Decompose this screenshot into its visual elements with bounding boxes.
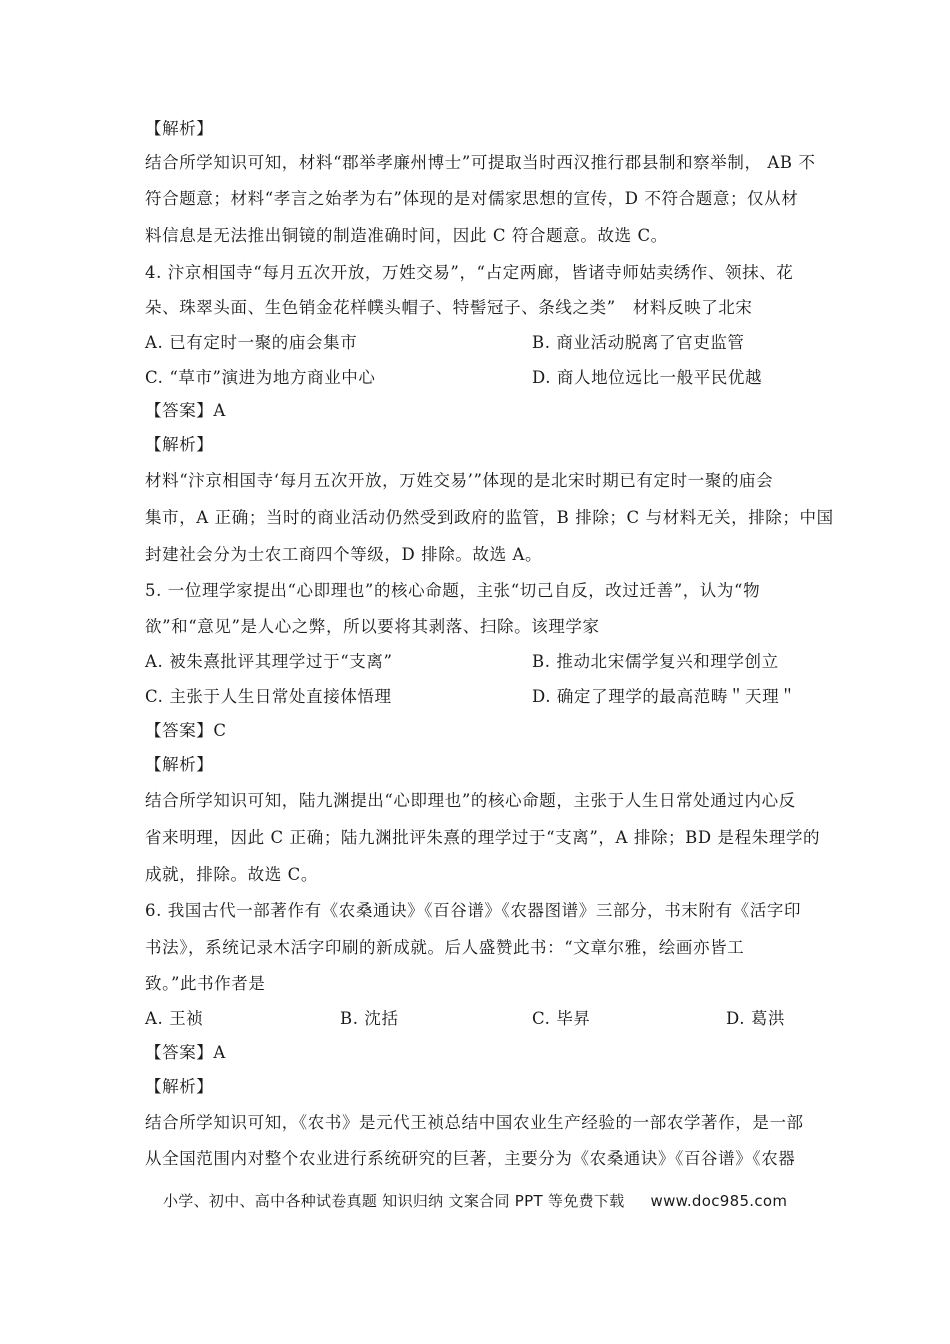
section-label-analysis: 【解析】 xyxy=(145,1077,214,1096)
page-footer xyxy=(163,1190,787,1212)
question-4-stem: 4. 汴京相国寺“每月五次开放，万姓交易”，“占定两廊，皆诸寺师姑卖绣作、领抹、花 xyxy=(145,263,794,282)
q4-answer: 【答案】A xyxy=(145,401,226,420)
analysis-text-line: 省来明理，因此 C 正确；陆九渊批评朱熹的理学过于“支离”，A 排除；BD 是程朱理学的 xyxy=(145,828,821,847)
q4-option-d: D. 商人地位远比一般平民优越 xyxy=(532,368,763,387)
q4-option-b: B. 商业活动脱离了官吏监管 xyxy=(532,333,745,352)
q5-answer: 【答案】C xyxy=(145,721,227,740)
question-6-stem: 致。”此书作者是 xyxy=(145,974,266,993)
q4-option-c: C. “草市”演进为地方商业中心 xyxy=(145,368,376,387)
section-label-analysis: 【解析】 xyxy=(145,119,214,138)
q5-option-c: C. 主张于人生日常处直接体悟理 xyxy=(145,687,392,706)
question-6-stem: 书法》，系统记录木活字印刷的新成就。后人盛赞此书：“文章尔雅，绘画亦皆工 xyxy=(145,938,745,957)
analysis-text-line: 符合题意；材料“孝言之始孝为右”体现的是对儒家思想的宣传，D 不符合题意；仅从材 xyxy=(145,189,799,208)
question-5-stem: 5. 一位理学家提出“心即理也”的核心命题，主张“切己自反，改过迁善”，认为“物 xyxy=(145,581,761,600)
analysis-text-line: 封建社会分为士农工商四个等级，D 排除。故选 A。 xyxy=(145,545,543,564)
analysis-text-line: 料信息是无法推出铜镜的制造准确时间，因此 C 符合题意。故选 C。 xyxy=(145,226,668,245)
section-label-analysis: 【解析】 xyxy=(145,435,214,454)
q5-option-b: B. 推动北宋儒学复兴和理学创立 xyxy=(532,652,779,671)
q5-option-a: A. 被朱熹批评其理学过于“支离” xyxy=(145,652,393,671)
analysis-text-line: 结合所学知识可知，《农书》是元代王祯总结中国农业生产经验的一部农学著作，是一部 xyxy=(145,1113,804,1132)
question-5-stem: 欲”和“意见”是人心之弊，所以要将其剥落、扫除。该理学家 xyxy=(145,617,600,636)
analysis-text-line: 结合所学知识可知，材料“郡举孝廉州博士”可提取当时西汉推行郡县制和察举制， AB 不 xyxy=(145,153,816,172)
analysis-text-line: 材料“汴京相国寺‘每月五次开放，万姓交易’”体现的是北宋时期已有定时一聚的庙会 xyxy=(145,471,774,490)
q6-option-a: A. 王祯 xyxy=(145,1009,204,1028)
question-6-stem: 6. 我国古代一部著作有《农桑通诀》《百谷谱》《农器图谱》三部分，书末附有《活字印 xyxy=(145,901,802,920)
footer-text: 小学、初中、高中各种试卷真题 知识归纳 文案合同 PPT 等免费下载 xyxy=(163,1192,625,1210)
analysis-text-line: 集市，A 正确；当时的商业活动仍然受到政府的监管，B 排除；C 与材料无关，排除；中国 xyxy=(145,508,834,527)
section-label-analysis: 【解析】 xyxy=(145,755,214,774)
q6-option-b: B. 沈括 xyxy=(340,1009,399,1028)
q5-option-d: D. 确定了理学的最高范畴＂天理＂ xyxy=(532,687,797,706)
analysis-text-line: 从全国范围内对整个农业进行系统研究的巨著，主要分为《农桑通诀》《百谷谱》《农器 xyxy=(145,1149,796,1168)
q6-option-c: C. 毕昇 xyxy=(532,1009,591,1028)
question-4-stem: 朵、珠翠头面、生色销金花样幞头帽子、特髻冠子、条线之类” 材料反映了北宋 xyxy=(145,298,753,317)
q6-option-d: D. 葛洪 xyxy=(726,1009,786,1028)
footer-url-link[interactable]: www.doc985.com xyxy=(650,1192,788,1210)
q6-answer: 【答案】A xyxy=(145,1043,226,1062)
analysis-text-line: 结合所学知识可知，陆九渊提出“心即理也”的核心命题，主张于人生日常处通过内心反 xyxy=(145,791,796,810)
q4-option-a: A. 已有定时一聚的庙会集市 xyxy=(145,333,358,352)
analysis-text-line: 成就，排除。故选 C。 xyxy=(145,865,318,884)
